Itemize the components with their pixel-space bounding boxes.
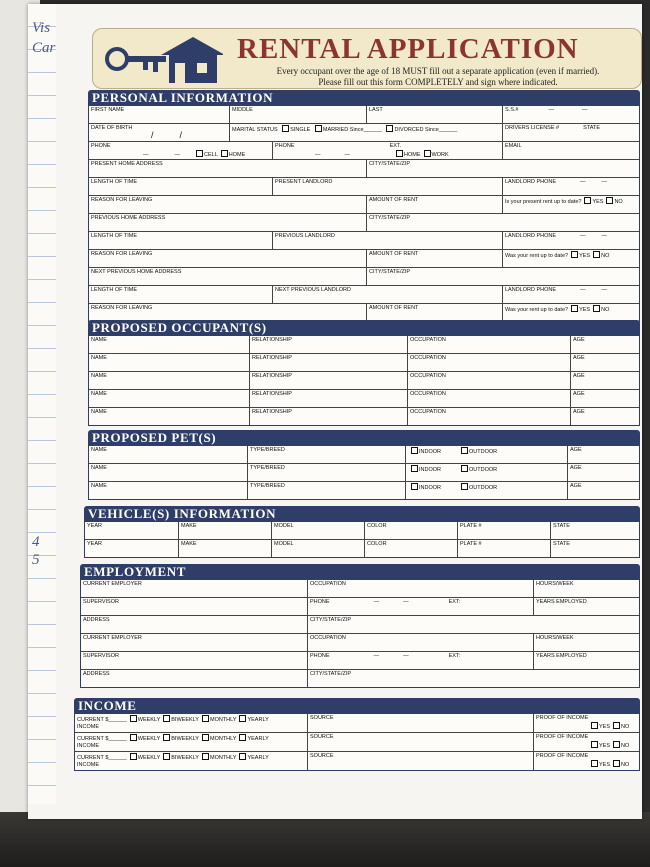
employer-phone-field[interactable]: PHONE — — EXT: <box>307 652 533 669</box>
no-checkbox[interactable] <box>606 197 613 204</box>
income-amount-field[interactable]: CURRENT $______ WEEKLY BIWEEKLY MONTHLY YEARLY INCOME <box>77 755 269 768</box>
marital-status-field[interactable]: MARITAL STATUS SINGLE MARRIED Since______ DIVORCED Since______ <box>229 124 502 141</box>
color-field[interactable]: COLOR <box>364 540 457 557</box>
occupation-field[interactable]: OCCUPATION <box>407 390 570 407</box>
married-label: MARRIED <box>322 127 349 133</box>
indoor-outdoor-field[interactable] <box>405 482 567 499</box>
yes-label: YES <box>599 724 611 730</box>
monthly-checkbox[interactable] <box>202 715 209 722</box>
indoor-checkbox[interactable] <box>411 465 418 472</box>
current-label: CURRENT <box>77 755 104 761</box>
phone-label: PHONE <box>91 143 111 149</box>
reason-for-leaving-field[interactable]: REASON FOR LEAVING <box>91 251 153 257</box>
divorced-checkbox[interactable] <box>386 125 393 132</box>
proof-label: PROOF OF INCOME <box>536 715 589 721</box>
first-name-field[interactable]: FIRST NAME <box>91 107 125 113</box>
proof-of-income-field[interactable] <box>533 733 641 751</box>
city-state-zip-field[interactable]: CITY/STATE/ZIP <box>307 670 641 687</box>
proof-of-income-field[interactable] <box>533 752 641 770</box>
next-previous-address-field[interactable]: NEXT PREVIOUS HOME ADDRESS <box>91 269 182 275</box>
yes-checkbox[interactable] <box>591 741 598 748</box>
no-checkbox[interactable] <box>613 741 620 748</box>
type-breed-field[interactable]: TYPE/BREED <box>247 464 405 481</box>
occupation-field[interactable]: OCCUPATION <box>407 354 570 371</box>
yes-label: YES <box>592 199 604 205</box>
proof-label: PROOF OF INCOME <box>536 753 589 759</box>
age-field[interactable]: AGE <box>570 336 641 353</box>
income-grid <box>74 714 640 771</box>
section-heading: EMPLOYMENT <box>80 564 640 580</box>
license-label: DRIVERS LICENSE # <box>505 125 560 131</box>
occupation-field[interactable]: OCCUPATION <box>307 580 533 597</box>
occupant-name-field[interactable]: NAME <box>91 355 107 361</box>
yearly-checkbox[interactable] <box>239 753 246 760</box>
phone-label: PHONE <box>275 143 295 149</box>
income-section <box>74 698 640 771</box>
rent-up-to-date-field[interactable] <box>502 304 641 321</box>
no-label: NO <box>621 724 630 730</box>
outdoor-label: OUTDOOR <box>469 449 498 455</box>
indoor-label: INDOOR <box>419 449 441 455</box>
amount-of-rent-field[interactable]: AMOUNT OF RENT <box>366 304 502 321</box>
pet-age-field[interactable]: AGE <box>567 464 641 481</box>
type-breed-field[interactable]: TYPE/BREED <box>247 482 405 499</box>
notebook-text: Vis <box>32 20 51 36</box>
key-house-logo-icon <box>103 33 223 85</box>
reason-for-leaving-field[interactable]: REASON FOR LEAVING <box>91 197 153 203</box>
current-employer-field[interactable]: CURRENT EMPLOYER <box>83 581 142 587</box>
city-state-zip-field[interactable]: CITY/STATE/ZIP <box>366 214 641 231</box>
section-heading: PROPOSED PET(S) <box>88 430 640 446</box>
no-checkbox[interactable] <box>593 251 600 258</box>
biweekly-label: BIWEEKLY <box>171 736 199 742</box>
pet-name-field[interactable]: NAME <box>91 465 107 471</box>
present-address-field[interactable]: PRESENT HOME ADDRESS <box>91 161 163 167</box>
drivers-license-field[interactable] <box>502 124 641 141</box>
phone-field[interactable]: PHONE — — CELL HOME <box>89 142 272 159</box>
single-checkbox[interactable] <box>282 125 289 132</box>
income-amount-field[interactable]: CURRENT $______ WEEKLY BIWEEKLY MONTHLY YEARLY INCOME <box>77 717 269 730</box>
source-field[interactable]: SOURCE <box>307 733 533 751</box>
make-field[interactable]: MAKE <box>178 522 271 539</box>
occupation-field[interactable]: OCCUPATION <box>407 408 570 425</box>
instructions <box>243 66 633 88</box>
married-checkbox[interactable] <box>315 125 322 132</box>
middle-name-field[interactable]: MIDDLE <box>229 106 366 123</box>
no-label: NO <box>601 307 610 313</box>
city-state-zip-field[interactable]: CITY/STATE/ZIP <box>366 160 641 177</box>
city-state-zip-field[interactable]: CITY/STATE/ZIP <box>366 268 641 285</box>
personal-information-section <box>88 90 640 322</box>
dollar-sign: $ <box>105 755 109 761</box>
work-label: WORK <box>431 152 449 158</box>
section-heading: PROPOSED OCCUPANT(S) <box>88 320 640 336</box>
since-label: Since <box>349 127 364 133</box>
occupation-field[interactable]: OCCUPATION <box>407 372 570 389</box>
home-label: HOME <box>404 152 421 158</box>
years-employed-field[interactable]: YEARS EMPLOYED <box>533 652 641 669</box>
income-label: INCOME <box>77 762 99 768</box>
indoor-label: INDOOR <box>419 485 441 491</box>
yes-checkbox[interactable] <box>571 305 578 312</box>
pets-grid <box>88 446 640 500</box>
yearly-label: YEARLY <box>247 755 269 761</box>
outdoor-checkbox[interactable] <box>461 483 468 490</box>
indoor-outdoor-field[interactable] <box>405 446 567 463</box>
relationship-field[interactable]: RELATIONSHIP <box>249 390 407 407</box>
type-breed-field[interactable]: TYPE/BREED <box>247 446 405 463</box>
notebook-text: 5 <box>32 552 40 568</box>
yearly-label: YEARLY <box>247 717 269 723</box>
occupant-name-field[interactable]: NAME <box>91 337 107 343</box>
yes-label: YES <box>579 307 591 313</box>
landlord-phone-label: LANDLORD PHONE <box>505 287 557 293</box>
reason-for-leaving-field[interactable]: REASON FOR LEAVING <box>91 305 153 311</box>
monthly-label: MONTHLY <box>209 755 237 761</box>
since-label: Since <box>425 127 439 133</box>
landlord-phone-field[interactable]: LANDLORD PHONE — — <box>502 286 641 303</box>
no-checkbox[interactable] <box>593 305 600 312</box>
model-field[interactable]: MODEL <box>271 522 364 539</box>
yearly-label: YEARLY <box>247 736 269 742</box>
employer-phone-field[interactable]: PHONE — — EXT: <box>307 598 533 615</box>
section-heading: INCOME <box>74 698 640 714</box>
years-employed-field[interactable]: YEARS EMPLOYED <box>533 598 641 615</box>
biweekly-label: BIWEEKLY <box>171 717 199 723</box>
hours-week-field[interactable]: HOURS/WEEK <box>533 580 641 597</box>
current-income-label <box>77 717 104 723</box>
pet-age-field[interactable]: AGE <box>567 482 641 499</box>
form-header <box>92 28 642 89</box>
dollar-sign: $ <box>105 717 109 723</box>
landlord-phone-field[interactable]: LANDLORD PHONE — — <box>502 178 641 195</box>
proposed-occupants-section <box>88 320 640 426</box>
no-label: NO <box>601 253 610 259</box>
city-state-zip-field[interactable]: CITY/STATE/ZIP <box>307 616 641 633</box>
next-previous-landlord-field[interactable]: NEXT PREVIOUS LANDLORD <box>272 286 502 303</box>
proof-of-income-field[interactable] <box>533 714 641 732</box>
previous-landlord-field[interactable]: PREVIOUS LANDLORD <box>272 232 502 249</box>
state-field[interactable]: STATE <box>550 522 641 539</box>
amount-of-rent-field[interactable]: AMOUNT OF RENT <box>366 250 502 267</box>
outdoor-label: OUTDOOR <box>469 467 498 473</box>
dob-label: DATE OF BIRTH <box>91 125 133 131</box>
divorced-label: DIVORCED <box>394 127 424 133</box>
no-label: NO <box>614 199 623 205</box>
relationship-field[interactable]: RELATIONSHIP <box>249 336 407 353</box>
biweekly-checkbox[interactable] <box>163 734 170 741</box>
notebook-text: 4 <box>32 534 40 550</box>
weekly-checkbox[interactable] <box>130 734 137 741</box>
marital-status-label: MARITAL STATUS <box>232 127 278 133</box>
rent-question: Is your present rent up to date? <box>505 199 582 205</box>
biweekly-label: BIWEEKLY <box>171 755 199 761</box>
year-field[interactable]: YEAR <box>87 523 102 529</box>
email-field[interactable]: EMAIL <box>502 142 641 159</box>
current-label: CURRENT <box>77 736 104 742</box>
phone-label: PHONE <box>310 599 330 605</box>
relationship-field[interactable]: RELATIONSHIP <box>249 408 407 425</box>
color-field[interactable]: COLOR <box>364 522 457 539</box>
no-checkbox[interactable] <box>613 722 620 729</box>
vehicles-section <box>84 506 640 558</box>
instruction-line: Every occupant over the age of 18 MUST fill out a separate application (even if married). <box>276 66 600 76</box>
state-field[interactable]: STATE <box>550 540 641 557</box>
ext-label: EXT. <box>389 143 402 149</box>
cell-label: CELL <box>204 152 218 158</box>
cell-checkbox[interactable] <box>196 150 203 157</box>
outdoor-checkbox[interactable] <box>461 465 468 472</box>
yearly-checkbox[interactable] <box>239 715 246 722</box>
ssn-label: S.S.# <box>505 107 519 113</box>
previous-address-field[interactable]: PREVIOUS HOME ADDRESS <box>91 215 166 221</box>
employment-section <box>80 564 640 688</box>
amount-of-rent-field[interactable]: AMOUNT OF RENT <box>366 196 502 213</box>
weekly-label: WEEKLY <box>137 736 161 742</box>
occupant-name-field[interactable]: NAME <box>91 409 107 415</box>
home-checkbox[interactable] <box>396 150 403 157</box>
rent-question: Was your rent up to date? <box>505 307 569 313</box>
age-field[interactable]: AGE <box>570 354 641 371</box>
phone-label: PHONE <box>310 653 330 659</box>
make-field[interactable]: MAKE <box>178 540 271 557</box>
yes-checkbox[interactable] <box>591 760 598 767</box>
monthly-label: MONTHLY <box>209 736 237 742</box>
present-landlord-field[interactable]: PRESENT LANDLORD <box>272 178 502 195</box>
notebook-text: Car <box>32 40 56 56</box>
length-of-time-field[interactable]: LENGTH OF TIME <box>91 287 138 293</box>
source-field[interactable]: SOURCE <box>307 752 533 770</box>
weekly-label: WEEKLY <box>137 717 161 723</box>
home-checkbox[interactable] <box>221 150 228 157</box>
relationship-field[interactable]: RELATIONSHIP <box>249 372 407 389</box>
yes-checkbox[interactable] <box>584 197 591 204</box>
last-name-field[interactable]: LAST <box>366 106 502 123</box>
outdoor-label: OUTDOOR <box>469 485 498 491</box>
employer-address-field[interactable]: ADDRESS <box>83 671 110 677</box>
plate-field[interactable]: PLATE # <box>457 522 550 539</box>
desk-surface <box>0 812 650 867</box>
yes-label: YES <box>599 743 611 749</box>
occupants-grid <box>88 336 640 426</box>
monthly-checkbox[interactable] <box>202 734 209 741</box>
occupant-name-field[interactable]: NAME <box>91 391 107 397</box>
personal-grid <box>88 106 640 322</box>
hours-week-field[interactable]: HOURS/WEEK <box>533 634 641 651</box>
relationship-field[interactable]: RELATIONSHIP <box>249 354 407 371</box>
occupation-field[interactable]: OCCUPATION <box>307 634 533 651</box>
indoor-checkbox[interactable] <box>411 483 418 490</box>
current-label: CURRENT <box>77 717 104 723</box>
dob-field[interactable]: DATE OF BIRTH / / <box>89 124 229 141</box>
state-label: STATE <box>583 125 601 131</box>
section-heading: PERSONAL INFORMATION <box>88 90 640 106</box>
weekly-checkbox[interactable] <box>130 753 137 760</box>
supervisor-field[interactable]: SUPERVISOR <box>83 599 119 605</box>
yearly-checkbox[interactable] <box>239 734 246 741</box>
age-field[interactable]: AGE <box>570 390 641 407</box>
pet-age-field[interactable]: AGE <box>567 446 641 463</box>
age-field[interactable]: AGE <box>570 372 641 389</box>
alt-phone-field[interactable]: PHONE EXT. — — HOME WORK <box>272 142 502 159</box>
ext-label: EXT: <box>448 653 461 659</box>
indoor-outdoor-field[interactable] <box>405 464 567 481</box>
pet-name-field[interactable]: NAME <box>91 483 107 489</box>
supervisor-field[interactable]: SUPERVISOR <box>83 653 119 659</box>
vehicles-grid <box>84 522 640 558</box>
indoor-label: INDOOR <box>419 467 441 473</box>
monthly-label: MONTHLY <box>209 717 237 723</box>
indoor-checkbox[interactable] <box>411 447 418 454</box>
outdoor-checkbox[interactable] <box>461 447 468 454</box>
employer-address-field[interactable]: ADDRESS <box>83 617 110 623</box>
single-label: SINGLE <box>290 127 311 133</box>
length-of-time-field[interactable]: LENGTH OF TIME <box>91 233 138 239</box>
page-title: RENTAL APPLICATION <box>237 33 579 65</box>
section-heading: VEHICLE(S) INFORMATION <box>84 506 640 522</box>
landlord-phone-label: LANDLORD PHONE <box>505 233 557 239</box>
plate-field[interactable]: PLATE # <box>457 540 550 557</box>
model-field[interactable]: MODEL <box>271 540 364 557</box>
ssn-field[interactable]: S.S.# — — <box>502 106 641 123</box>
proof-label: PROOF OF INCOME <box>536 734 589 740</box>
yes-label: YES <box>579 253 591 259</box>
rent-up-to-date-field[interactable] <box>502 196 641 213</box>
underlying-notebook-page <box>28 4 56 804</box>
income-amount-field[interactable]: CURRENT $______ WEEKLY BIWEEKLY MONTHLY YEARLY INCOME <box>77 736 269 749</box>
home-label: HOME <box>228 152 246 158</box>
employment-grid <box>80 580 640 688</box>
source-field[interactable]: SOURCE <box>307 714 533 732</box>
weekly-label: WEEKLY <box>137 755 161 761</box>
proposed-pets-section <box>88 430 640 500</box>
pet-name-field[interactable]: NAME <box>91 447 107 453</box>
income-label: INCOME <box>77 724 99 730</box>
income-label: INCOME <box>77 743 99 749</box>
yes-label: YES <box>599 762 611 768</box>
occupation-field[interactable]: OCCUPATION <box>407 336 570 353</box>
current-employer-field[interactable]: CURRENT EMPLOYER <box>83 635 142 641</box>
work-checkbox[interactable] <box>424 150 431 157</box>
no-label: NO <box>621 762 630 768</box>
age-field[interactable]: AGE <box>570 408 641 425</box>
biweekly-checkbox[interactable] <box>163 715 170 722</box>
biweekly-checkbox[interactable] <box>163 753 170 760</box>
landlord-phone-label: LANDLORD PHONE <box>505 179 557 185</box>
monthly-checkbox[interactable] <box>202 753 209 760</box>
no-checkbox[interactable] <box>613 760 620 767</box>
yes-checkbox[interactable] <box>591 722 598 729</box>
rent-up-to-date-field[interactable] <box>502 250 641 267</box>
occupant-name-field[interactable]: NAME <box>91 373 107 379</box>
rent-question: Was your rent up to date? <box>505 253 569 259</box>
rental-application-sheet <box>28 4 642 819</box>
length-of-time-field[interactable]: LENGTH OF TIME <box>91 179 138 185</box>
year-field[interactable]: YEAR <box>87 541 102 547</box>
no-label: NO <box>621 743 630 749</box>
ext-label: EXT: <box>448 599 461 605</box>
instruction-line: Please fill out this form COMPLETELY and sign where indicated. <box>318 77 558 87</box>
landlord-phone-field[interactable]: LANDLORD PHONE — — <box>502 232 641 249</box>
yes-checkbox[interactable] <box>571 251 578 258</box>
dollar-sign: $ <box>105 736 109 742</box>
weekly-checkbox[interactable] <box>130 715 137 722</box>
